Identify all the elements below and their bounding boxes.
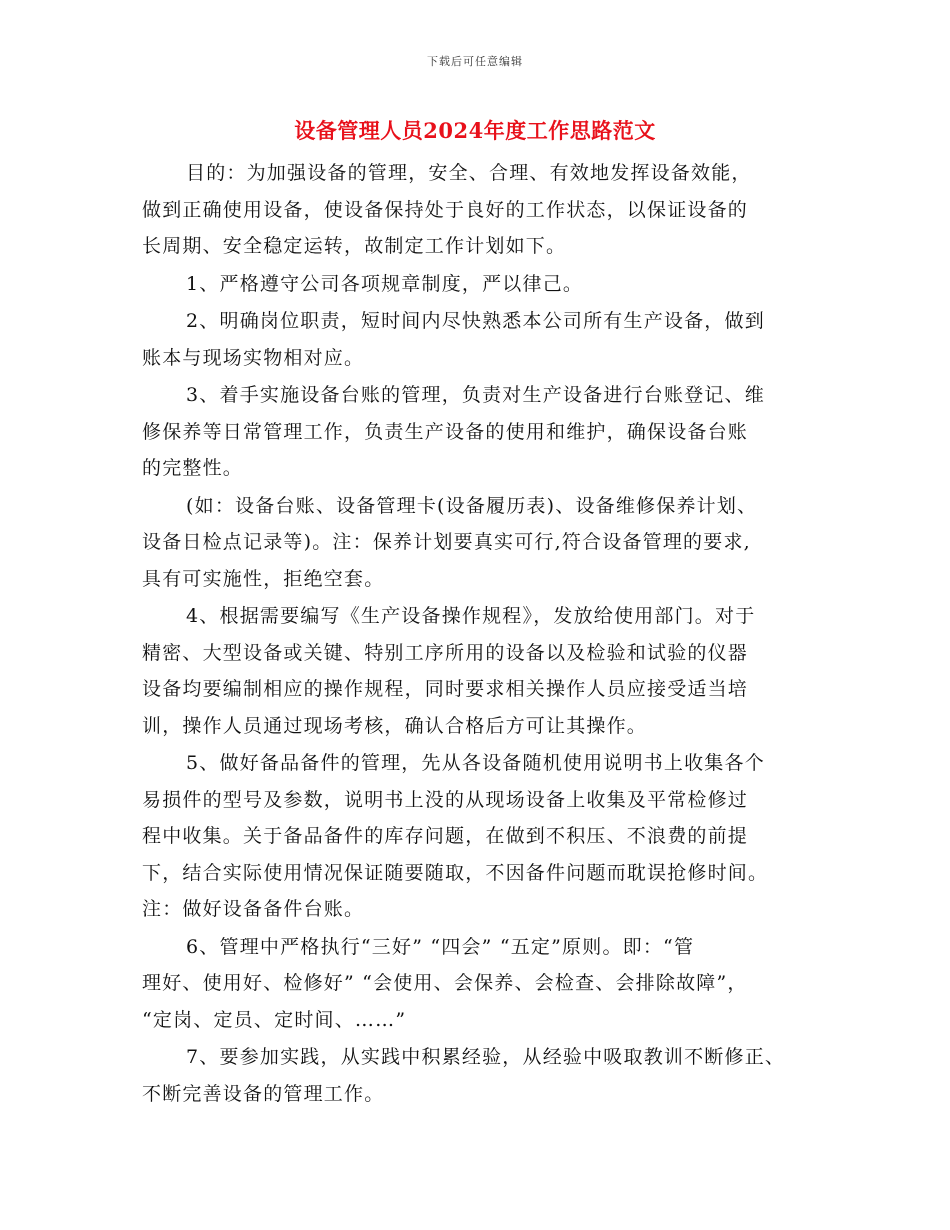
paragraph-line: 5、做好备品备件的管理，先从各设备随机使用说明书上收集各个 [186,752,765,774]
paragraph-line: “定岗、定员、定时间、……” [142,1008,407,1031]
paragraph-line: 4、根据需要编写《生产设备操作规程》，发放给使用部门。对于 [186,605,756,627]
paragraph-line: 账本与现场实物相对应。 [142,346,365,369]
paragraph-item-2 [142,303,824,376]
paragraph-purpose [142,155,824,265]
document-body [142,155,824,1113]
paragraph-line: 2、明确岗位职责，短时间内尽快熟悉本公司所有生产设备，做到 [186,310,765,332]
paragraph-line: 精密、大型设备或关键、特别工序所用的设备以及检验和试验的仪器 [142,641,749,664]
document-title: 设备管理人员2024年度工作思路范文 [294,118,656,143]
paragraph-item-3-note [142,488,824,598]
paragraph-item-3 [142,377,824,487]
paragraph-item-7 [142,1039,824,1112]
paragraph-line: 6、管理中严格执行“三好” “四会” “五定”原则。即：“管 [186,935,695,958]
paragraph-line: 1、严格遵守公司各项规章制度，严以律己。 [186,272,584,295]
paragraph-line: 具有可实施性，拒绝空套。 [142,567,385,590]
paragraph-line: (如：设备台账、设备管理卡(设备履历表)、设备维修保养计划、 [186,494,758,517]
paragraph-line: 注：做好设备备件台账。 [142,898,365,920]
paragraph-item-6 [142,929,824,1039]
paragraph-line: 设备日检点记录等)。注：保养计划要真实可行,符合设备管理的要求, [142,531,751,553]
paragraph-item-5 [142,745,824,928]
paragraph-item-1 [142,266,824,303]
paragraph-line: 3、着手实施设备台账的管理，负责对生产设备进行台账登记、维 [186,384,765,406]
paragraph-line: 长周期、安全稳定运转，故制定工作计划如下。 [142,235,567,257]
paragraph-line: 设备均要编制相应的操作规程，同时要求相关操作人员应接受适当培 [142,678,749,700]
page-header-note: 下载后可任意编辑 [427,55,523,68]
paragraph-line: 训，操作人员通过现场考核，确认合格后方可让其操作。 [142,714,648,737]
paragraph-item-4 [142,598,824,744]
paragraph-line: 下，结合实际使用情况保证随要随取，不因备件问题而耽误抢修时间。 [142,861,769,884]
paragraph-line: 理好、使用好、检修好” “会使用、会保养、会检查、会排除故障”， [142,972,748,994]
paragraph-line: 的完整性。 [142,457,244,479]
paragraph-line: 易损件的型号及参数，说明书上没的从现场设备上收集及平常检修过 [142,788,749,811]
paragraph-line: 不断完善设备的管理工作。 [142,1082,385,1105]
paragraph-line: 修保养等日常管理工作，负责生产设备的使用和维护，确保设备台账 [142,420,749,443]
paragraph-line: 做到正确使用设备，使设备保持处于良好的工作状态，以保证设备的 [142,198,749,221]
paragraph-line: 目的：为加强设备的管理，安全、合理、有效地发挥设备效能， [186,162,752,184]
paragraph-line: 程中收集。关于备品备件的库存问题，在做到不积压、不浪费的前提 [142,825,749,847]
paragraph-line: 7、要参加实践，从实践中积累经验，从经验中吸取教训不断修正、 [186,1046,786,1068]
